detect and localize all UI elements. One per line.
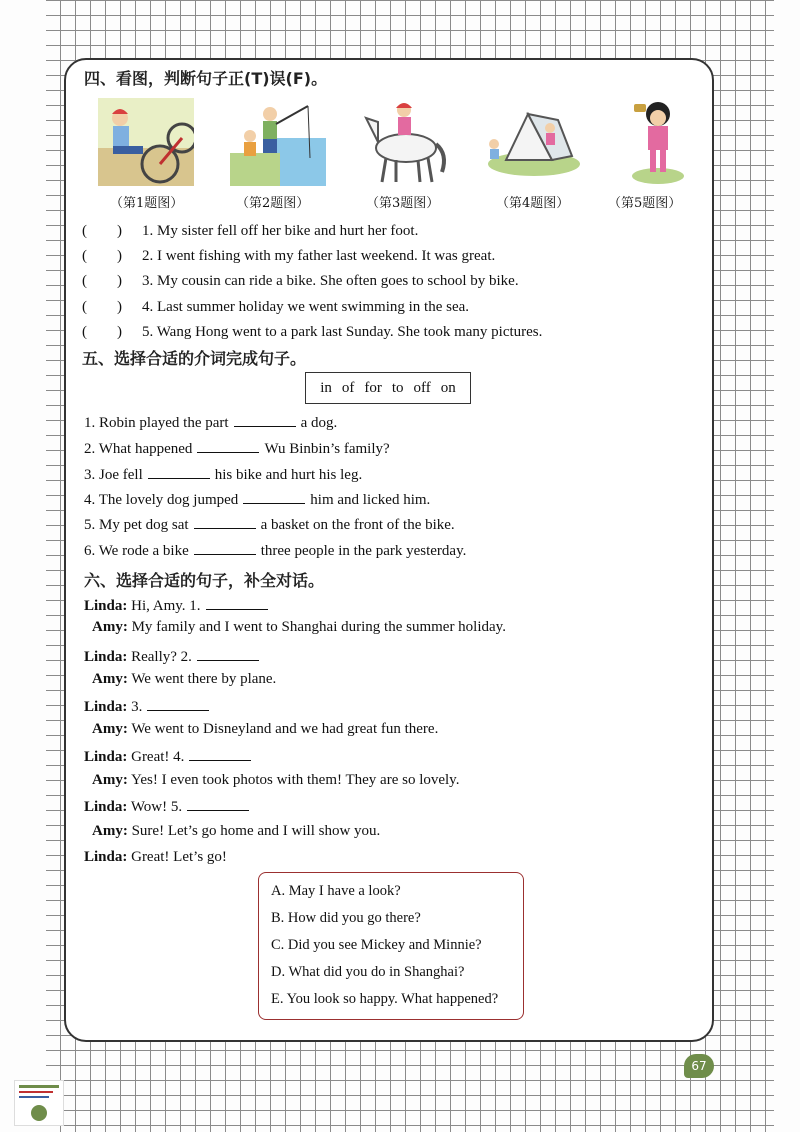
speaker-label: Amy: xyxy=(92,721,128,737)
judge-sentence: 3. My cousin can ride a bike. She often goes to school by bike. xyxy=(142,273,519,289)
dialogue-line xyxy=(84,648,264,666)
fill-in-text: 6. We rode a bike xyxy=(84,543,189,559)
answer-blank[interactable] xyxy=(234,414,296,427)
judge-item xyxy=(82,219,418,240)
speaker-label: Linda: xyxy=(84,649,128,665)
option-item: C. Did you see Mickey and Minnie? xyxy=(271,937,482,953)
speaker-label: Linda: xyxy=(84,699,128,715)
dialogue-line xyxy=(92,823,380,840)
publisher-logo-icon xyxy=(14,1080,64,1126)
dialogue-line xyxy=(84,597,273,615)
judge-item xyxy=(82,244,495,265)
dialogue-line xyxy=(84,748,256,766)
camping-tent-picture xyxy=(486,98,582,186)
judge-sentence: 2. I went fishing with my father last weekend. It was great. xyxy=(142,248,496,264)
answer-blank[interactable] xyxy=(197,440,259,453)
answer-parentheses[interactable]: ( ) xyxy=(82,273,122,289)
picture-caption: （第4题图） xyxy=(496,196,570,211)
fill-in-item xyxy=(84,491,430,509)
dialogue-text: 3. xyxy=(131,699,143,715)
picture-caption: （第5题图） xyxy=(608,196,682,211)
fill-in-text: a basket on the front of the bike. xyxy=(260,517,455,533)
options-box xyxy=(258,872,524,1020)
fill-in-text: a dog. xyxy=(300,415,338,431)
answer-blank[interactable] xyxy=(243,491,305,504)
fill-in-item xyxy=(84,542,466,560)
section5-title: 五、选择合适的介词完成句子。 xyxy=(82,349,307,368)
fill-in-text: 1. Robin played the part xyxy=(84,415,229,431)
dialogue-line xyxy=(92,619,506,636)
answer-parentheses[interactable]: ( ) xyxy=(82,248,122,264)
boy-fell-off-bike-picture xyxy=(98,98,194,186)
fill-in-text: him and licked him. xyxy=(310,492,431,508)
judge-item xyxy=(82,320,542,341)
judge-sentence: 4. Last summer holiday we went swimming in the sea. xyxy=(142,299,470,315)
section4-title: 四、看图，判断句子正(T)误(F)。 xyxy=(84,69,328,88)
word-bank-word: to xyxy=(391,379,404,396)
speaker-label: Linda: xyxy=(84,799,128,815)
answer-parentheses[interactable]: ( ) xyxy=(82,223,122,239)
speaker-label: Amy: xyxy=(92,823,128,839)
speaker-label: Amy: xyxy=(92,671,128,687)
page-margin-right xyxy=(774,0,800,1132)
dialogue-text: Wow! 5. xyxy=(130,799,183,815)
dialogue-text: We went to Disneyland and we had great fun there. xyxy=(131,721,439,737)
fill-in-item xyxy=(84,516,455,534)
word-bank-word: off xyxy=(413,379,431,396)
picture-caption: （第1题图） xyxy=(110,196,184,211)
dialogue-text: Great! Let’s go! xyxy=(131,849,227,865)
page-number-badge: 67 xyxy=(684,1054,714,1078)
dialogue-line xyxy=(92,772,459,789)
section6-title: 六、选择合适的句子，补全对话。 xyxy=(84,571,325,590)
answer-blank[interactable] xyxy=(206,597,268,610)
option-item: D. What did you do in Shanghai? xyxy=(271,964,465,980)
judge-item xyxy=(82,295,469,316)
dialogue-text: We went there by plane. xyxy=(131,671,277,687)
judge-item xyxy=(82,269,519,290)
dialogue-text: Sure! Let’s go home and I will show you. xyxy=(131,823,381,839)
dialogue-text: Hi, Amy. 1. xyxy=(131,598,201,614)
judge-sentence: 1. My sister fell off her bike and hurt her foot. xyxy=(142,223,419,239)
fill-in-text: 2. What happened xyxy=(84,441,193,457)
girl-with-binoculars-picture xyxy=(612,98,708,186)
word-bank-word: of xyxy=(341,379,355,396)
girl-riding-horse-picture xyxy=(356,98,452,186)
option-item: B. How did you go there? xyxy=(271,910,421,926)
fill-in-text: three people in the park yesterday. xyxy=(260,543,467,559)
dialogue-text: Yes! I even took photos with them! They are so lovely. xyxy=(131,772,460,788)
fill-in-text: 4. The lovely dog jumped xyxy=(84,492,239,508)
fill-in-text: 3. Joe fell xyxy=(84,467,143,483)
answer-blank[interactable] xyxy=(194,542,256,555)
speaker-label: Amy: xyxy=(92,619,128,635)
fill-in-item xyxy=(84,414,337,432)
speaker-label: Linda: xyxy=(84,849,128,865)
answer-parentheses[interactable]: ( ) xyxy=(82,299,122,315)
speaker-label: Linda: xyxy=(84,749,128,765)
answer-blank[interactable] xyxy=(189,748,251,761)
dialogue-line xyxy=(84,798,254,816)
page-margin-left xyxy=(0,0,46,1132)
fishing-with-father-picture xyxy=(230,98,326,186)
dialogue-line xyxy=(84,698,214,716)
fill-in-item xyxy=(84,440,390,458)
speaker-label: Linda: xyxy=(84,598,128,614)
answer-parentheses[interactable]: ( ) xyxy=(82,324,122,340)
answer-blank[interactable] xyxy=(187,798,249,811)
answer-blank[interactable] xyxy=(147,698,209,711)
word-bank-word: on xyxy=(440,379,456,396)
word-bank-word: for xyxy=(364,379,382,396)
fill-in-text: Wu Binbin’s family? xyxy=(264,441,390,457)
dialogue-line xyxy=(92,671,276,688)
dialogue-line xyxy=(84,849,227,866)
judge-sentence: 5. Wang Hong went to a park last Sunday. She took many pictures. xyxy=(142,324,543,340)
dialogue-text: My family and I went to Shanghai during the summer holiday. xyxy=(131,619,506,635)
word-bank-word: in xyxy=(320,379,332,396)
fill-in-text: his bike and hurt his leg. xyxy=(214,467,363,483)
dialogue-line xyxy=(92,721,438,738)
speaker-label: Amy: xyxy=(92,772,128,788)
picture-caption: （第2题图） xyxy=(236,196,310,211)
fill-in-text: 5. My pet dog sat xyxy=(84,517,189,533)
dialogue-text: Great! 4. xyxy=(131,749,185,765)
answer-blank[interactable] xyxy=(197,648,259,661)
word-bank xyxy=(305,372,471,404)
dialogue-text: Really? 2. xyxy=(131,649,192,665)
option-item: A. May I have a look? xyxy=(271,883,401,899)
picture-caption: （第3题图） xyxy=(366,196,440,211)
option-item: E. You look so happy. What happened? xyxy=(271,991,499,1007)
fill-in-item xyxy=(84,466,362,484)
answer-blank[interactable] xyxy=(194,516,256,529)
answer-blank[interactable] xyxy=(148,466,210,479)
